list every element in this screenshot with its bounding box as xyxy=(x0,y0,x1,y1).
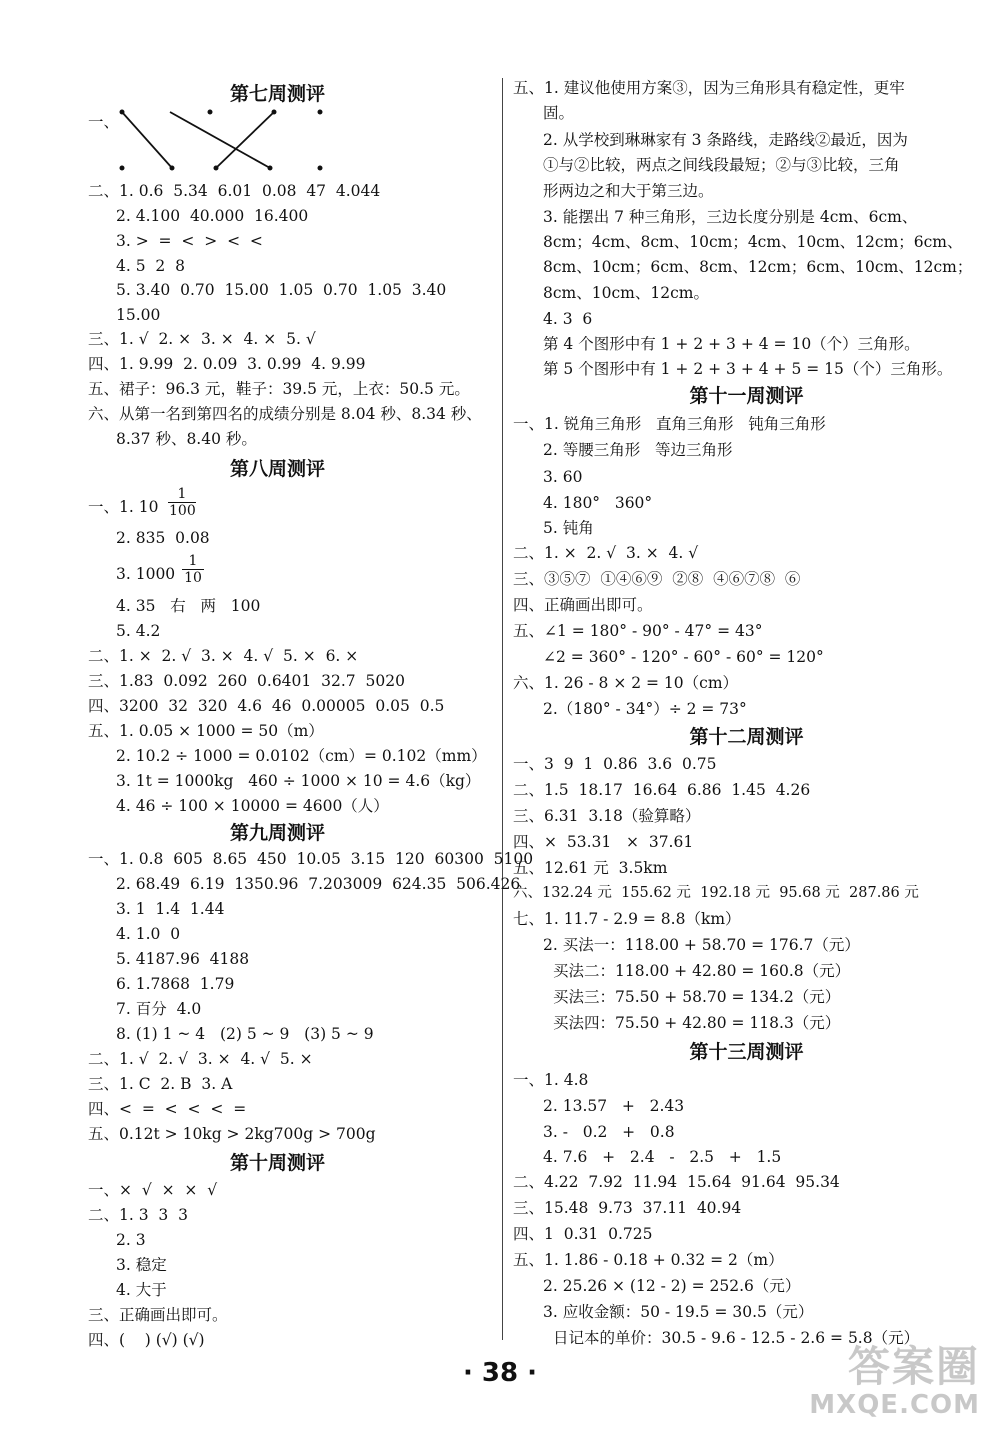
watermark-text: 答案圈 xyxy=(847,1342,980,1391)
w10b-line-11: 第 4 个图形中有 1 + 2 + 3 + 4 = 10（个）三角形。 xyxy=(543,335,920,353)
fraction-denominator: 10 xyxy=(182,569,204,586)
w10-line-5: 4. 大于 xyxy=(116,1281,167,1299)
fraction-numerator: 1 xyxy=(177,486,187,502)
w12-line-11: 买法四：75.50 + 42.80 = 118.3（元） xyxy=(553,1014,841,1032)
w9-line-5: 5. 4187.96 4188 xyxy=(116,950,250,968)
fraction-1-100 xyxy=(168,486,196,519)
w11-line-7: 三、③⑤⑦ ①④⑥⑨ ②⑧ ④⑥⑦⑧ ⑥ xyxy=(513,570,801,588)
w13-line-8: 五、1. 1.86 - 0.18 + 0.32 = 2（m） xyxy=(513,1251,784,1269)
w10b-line-5: 形两边之和大于第三边。 xyxy=(543,182,714,200)
w8-line-7: 三、1.83 0.092 260 0.6401 32.7 5020 xyxy=(88,672,405,690)
w10b-line-9: 8cm、10cm、12cm。 xyxy=(543,284,709,302)
w13-line-7: 四、1 0.31 0.725 xyxy=(513,1225,653,1243)
w12-line-5: 五、12.61 元 3.5km xyxy=(513,859,668,877)
w8-line-8: 四、3200 32 320 4.6 46 0.00005 0.05 0.5 xyxy=(88,697,445,715)
w11-line-10: ∠2 = 360° - 120° - 60° - 60° = 120° xyxy=(543,648,824,666)
w12-line-10: 买法三：75.50 + 58.70 = 134.2（元） xyxy=(553,988,841,1006)
section-title-week13: 第十三周测评 xyxy=(689,1041,804,1063)
w11-line-8: 四、正确画出即可。 xyxy=(513,596,653,614)
w10-line-3: 2. 3 xyxy=(116,1231,146,1249)
w13-line-3: 3. - 0.2 + 0.8 xyxy=(543,1123,675,1141)
w10b-line-8: 8cm、10cm；6cm、8cm、12cm；6cm、10cm、12cm； xyxy=(543,258,973,276)
w7-line-3: 2. 4.100 40.000 16.400 xyxy=(116,207,309,225)
w10-line-1: 一、× √ × × √ xyxy=(88,1181,218,1199)
w10b-line-10: 4. 3 6 xyxy=(543,310,593,328)
w9-line-9: 二、1. √ 2. √ 3. × 4. √ 5. × xyxy=(88,1050,313,1068)
w8-line-5: 5. 4.2 xyxy=(116,622,161,640)
w10b-line-4: ①与②比较，两点之间线段最短；②与③比较，三角 xyxy=(543,156,900,174)
w8-line-1: 一、1. 10 xyxy=(88,498,159,516)
w10b-line-3: 2. 从学校到琳琳家有 3 条路线，走路线②最近，因为 xyxy=(543,131,908,149)
w9-line-1: 一、1. 0.8 605 8.65 450 10.05 3.15 120 60300 5100 xyxy=(88,850,534,868)
section-title-week7: 第七周测评 xyxy=(229,83,325,105)
w12-line-7: 七、1. 11.7 - 2.9 = 8.8（km） xyxy=(513,910,741,928)
w7-line-7: 15.00 xyxy=(116,306,161,324)
w7-line-5: 4. 5 2 8 xyxy=(116,257,186,275)
w8-line-2: 2. 835 0.08 xyxy=(116,529,210,547)
section-title-week10: 第十周测评 xyxy=(229,1152,325,1174)
watermark-logo xyxy=(809,1344,980,1420)
w8-line-10: 2. 10.2 ÷ 1000 = 0.0102（cm）= 0.102（mm） xyxy=(116,747,487,765)
w9-line-8: 8. (1) 1 ~ 4 (2) 5 ~ 9 (3) 5 ~ 9 xyxy=(116,1025,374,1043)
fraction-1-10 xyxy=(182,553,204,586)
w7-line-6: 5. 3.40 0.70 15.00 1.05 0.70 1.05 3.40 xyxy=(116,281,447,299)
w12-line-1: 一、3 9 1 0.86 3.6 0.75 xyxy=(513,755,717,773)
w11-line-2: 2. 等腰三角形 等边三角形 xyxy=(543,441,733,459)
w12-line-4: 四、× 53.31 × 37.61 xyxy=(513,833,694,851)
w13-line-6: 三、15.48 9.73 37.11 40.94 xyxy=(513,1199,742,1217)
w7-line-10: 五、裙子：96.3 元，鞋子：39.5 元，上衣：50.5 元。 xyxy=(88,380,470,398)
w11-line-11: 六、1. 26 - 8 × 2 = 10（cm） xyxy=(513,674,739,692)
w10-line-6: 三、正确画出即可。 xyxy=(88,1306,228,1324)
w10-line-2: 二、1. 3 3 3 xyxy=(88,1206,189,1224)
w12-line-9: 买法二：118.00 + 42.80 = 160.8（元） xyxy=(553,962,851,980)
w12-line-8: 2. 买法一：118.00 + 58.70 = 176.7（元） xyxy=(543,936,860,954)
w10b-line-7: 8cm；4cm、8cm、10cm；4cm、10cm、12cm；6cm、 xyxy=(543,233,963,251)
w8-line-6: 二、1. × 2. √ 3. × 4. √ 5. × 6. × xyxy=(88,647,359,665)
w13-line-9: 2. 25.26 × (12 - 2) = 252.6（元） xyxy=(543,1277,801,1295)
w7-line-11: 六、从第一名到第四名的成绩分别是 8.04 秒、8.34 秒、 xyxy=(88,405,482,423)
w12-line-2: 二、1.5 18.17 16.64 6.86 1.45 4.26 xyxy=(513,781,811,799)
w7-line-12: 8.37 秒、8.40 秒。 xyxy=(116,430,257,448)
w9-line-7: 7. 百分 4.0 xyxy=(116,1000,202,1018)
w13-line-10: 3. 应收金额：50 - 19.5 = 30.5（元） xyxy=(543,1303,814,1321)
w13-line-5: 二、4.22 7.92 11.94 15.64 91.64 95.34 xyxy=(513,1173,840,1191)
w7-line-2: 二、1. 0.6 5.34 6.01 0.08 47 4.044 xyxy=(88,182,381,200)
w7-line-8: 三、1. √ 2. × 3. × 4. × 5. √ xyxy=(88,330,316,348)
w13-line-11: 日记本的单价：30.5 - 9.6 - 12.5 - 2.6 = 5.8（元） xyxy=(553,1329,920,1347)
section-title-week12: 第十二周测评 xyxy=(689,726,804,748)
page-number: · 38 · xyxy=(462,1358,538,1388)
fraction-numerator: 1 xyxy=(188,553,198,569)
w11-line-5: 5. 钝角 xyxy=(543,519,594,537)
w13-line-4: 4. 7.6 + 2.4 - 2.5 + 1.5 xyxy=(543,1148,782,1166)
w10b-line-2: 固。 xyxy=(543,104,575,122)
fraction-denominator: 100 xyxy=(169,503,196,519)
w9-line-4: 4. 1.0 0 xyxy=(116,925,181,943)
w8-line-12: 4. 46 ÷ 100 × 10000 = 4600（人） xyxy=(116,797,389,815)
section-title-week9: 第九周测评 xyxy=(229,822,325,844)
w9-line-12: 五、0.12t > 10kg > 2kg700g > 700g xyxy=(88,1125,376,1143)
w12-line-6: 六、132.24 元 155.62 元 192.18 元 95.68 元 287.86 元 xyxy=(513,885,919,901)
w10b-line-1: 五、1. 建议他使用方案③，因为三角形具有稳定性，更牢 xyxy=(513,79,905,97)
w13-line-2: 2. 13.57 + 2.43 xyxy=(543,1097,685,1115)
w10b-line-12: 第 5 个图形中有 1 + 2 + 3 + 4 + 5 = 15（个）三角形。 xyxy=(543,360,953,378)
w9-line-3: 3. 1 1.4 1.44 xyxy=(116,900,225,918)
w12-line-3: 三、6.31 3.18（验算略） xyxy=(513,807,701,825)
w11-line-4: 4. 180° 360° xyxy=(543,494,653,512)
watermark-url: MXQE.COM xyxy=(809,1390,980,1420)
w10b-line-6: 3. 能摆出 7 种三角形，三边长度分别是 4cm、6cm、 xyxy=(543,208,918,226)
w9-line-11: 四、< = < < < = xyxy=(88,1100,247,1118)
w11-line-1: 一、1. 锐角三角形 直角三角形 钝角三角形 xyxy=(513,415,826,433)
w11-line-9: 五、∠1 = 180° - 90° - 47° = 43° xyxy=(513,622,763,640)
w11-line-3: 3. 60 xyxy=(543,468,583,486)
w7-line-9: 四、1. 9.99 2. 0.09 3. 0.99 4. 9.99 xyxy=(88,355,366,373)
w11-line-12: 2.（180° - 34°）÷ 2 = 73° xyxy=(543,700,747,718)
w10-line-7: 四、( ) (√) (√) xyxy=(88,1331,205,1349)
matching-lines-diagram xyxy=(110,104,350,176)
w9-line-2: 2. 68.49 6.19 1350.96 7.203009 624.35 506.426 xyxy=(116,875,521,893)
w7-line-1-label: 一、 xyxy=(88,113,120,131)
w9-line-10: 三、1. C 2. B 3. A xyxy=(88,1075,233,1093)
section-title-week11: 第十一周测评 xyxy=(689,385,804,407)
w10-line-4: 3. 稳定 xyxy=(116,1256,167,1274)
w11-line-6: 二、1. × 2. √ 3. × 4. √ xyxy=(513,544,699,562)
w7-line-4: 3. > = < > < < xyxy=(116,232,263,250)
w8-line-3: 3. 1000 xyxy=(116,565,176,583)
w8-line-4: 4. 35 右 两 100 xyxy=(116,597,261,615)
w8-line-9: 五、1. 0.05 × 1000 = 50（m） xyxy=(88,722,324,740)
w9-line-6: 6. 1.7868 1.79 xyxy=(116,975,235,993)
section-title-week8: 第八周测评 xyxy=(229,458,325,480)
w8-line-11: 3. 1t = 1000kg 460 ÷ 1000 × 10 = 4.6（kg） xyxy=(116,772,481,790)
w13-line-1: 一、1. 4.8 xyxy=(513,1071,589,1089)
